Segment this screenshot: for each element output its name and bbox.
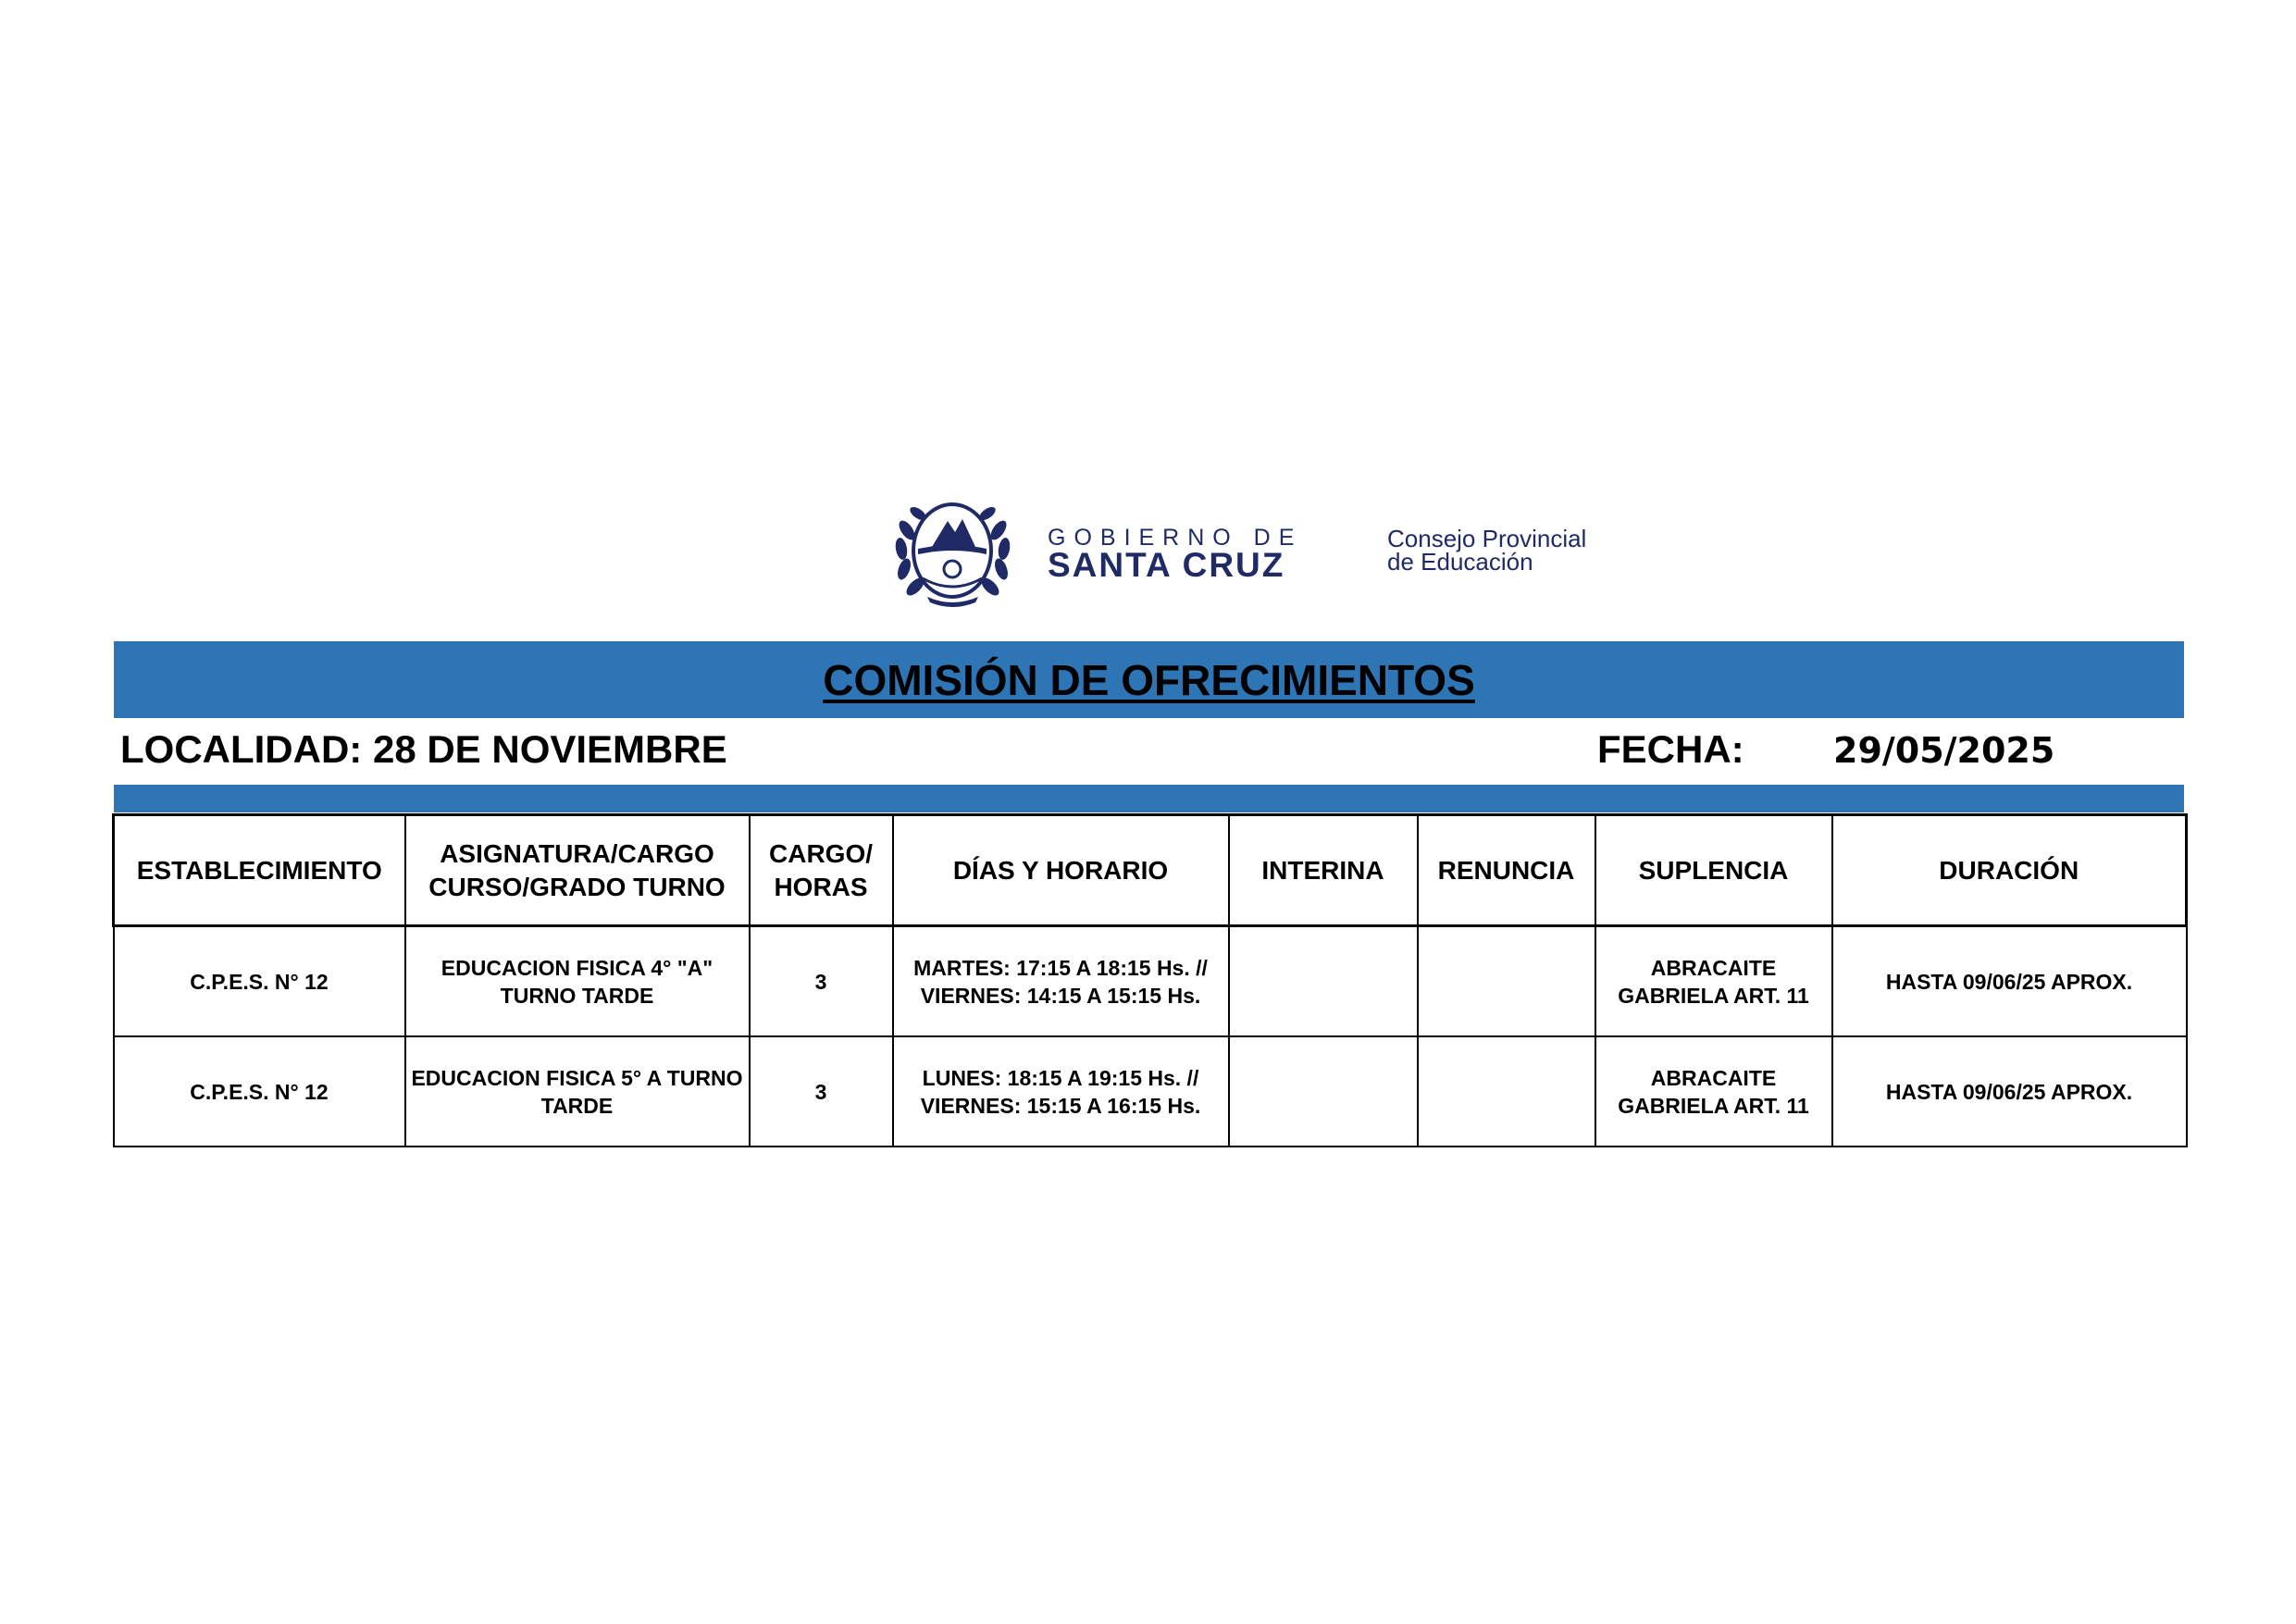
fecha-label: FECHA: bbox=[1597, 727, 1744, 771]
cell-duracion: HASTA 09/06/25 APROX. bbox=[1832, 1036, 2187, 1147]
gov-name-line2: SANTA CRUZ bbox=[1048, 546, 1285, 584]
cell-horas: 3 bbox=[750, 926, 893, 1037]
table-header-row bbox=[114, 815, 2187, 926]
header-cargo-horas: CARGO/ HORAS bbox=[750, 815, 893, 926]
cell-horario: LUNES: 18:15 A 19:15 Hs. // VIERNES: 15:15 A 16:15 Hs. bbox=[893, 1036, 1229, 1147]
header-duracion: DURACIÓN bbox=[1832, 815, 2187, 926]
cell-establecimiento: C.P.E.S. N° 12 bbox=[114, 926, 405, 1037]
offers-table bbox=[112, 813, 2188, 1147]
cell-horas: 3 bbox=[750, 1036, 893, 1147]
cell-interina bbox=[1229, 1036, 1418, 1147]
cell-duracion: HASTA 09/06/25 APROX. bbox=[1832, 926, 2187, 1037]
cell-renuncia bbox=[1418, 1036, 1595, 1147]
header-suplencia: SUPLENCIA bbox=[1595, 815, 1832, 926]
santa-cruz-seal-icon bbox=[890, 493, 1015, 609]
consejo-line2: de Educación bbox=[1387, 548, 1533, 576]
localidad-label: LOCALIDAD: 28 DE NOVIEMBRE bbox=[120, 727, 727, 771]
cell-asignatura: EDUCACION FISICA 4° "A" TURNO TARDE bbox=[405, 926, 750, 1037]
header-logos bbox=[890, 493, 1686, 609]
consejo-line1: Consejo Provincial bbox=[1387, 525, 1587, 552]
cell-horario: MARTES: 17:15 A 18:15 Hs. // VIERNES: 14:15 A 15:15 Hs. bbox=[893, 926, 1229, 1037]
page-title: COMISIÓN DE OFRECIMIENTOS bbox=[823, 656, 1475, 704]
header-dias-horario: DÍAS Y HORARIO bbox=[893, 815, 1229, 926]
table-row bbox=[114, 926, 2187, 1037]
title-band bbox=[114, 641, 2184, 718]
cell-asignatura: EDUCACION FISICA 5° A TURNO TARDE bbox=[405, 1036, 750, 1147]
table-row bbox=[114, 1036, 2187, 1147]
header-establecimiento: ESTABLECIMIENTO bbox=[114, 815, 405, 926]
cell-establecimiento: C.P.E.S. N° 12 bbox=[114, 1036, 405, 1147]
gov-name-line1: GOBIERNO DE bbox=[1048, 525, 1303, 551]
fecha-value: 29/05/2025 bbox=[1833, 730, 2055, 771]
header-interina: INTERINA bbox=[1229, 815, 1418, 926]
cell-suplencia: ABRACAITE GABRIELA ART. 11 bbox=[1595, 926, 1832, 1037]
cell-interina bbox=[1229, 926, 1418, 1037]
cell-suplencia: ABRACAITE GABRIELA ART. 11 bbox=[1595, 1036, 1832, 1147]
divider-band bbox=[114, 785, 2184, 812]
consejo-name bbox=[1387, 527, 1586, 574]
header-asignatura: ASIGNATURA/CARGO CURSO/GRADO TURNO bbox=[405, 815, 750, 926]
cell-renuncia bbox=[1418, 926, 1595, 1037]
header-renuncia: RENUNCIA bbox=[1418, 815, 1595, 926]
